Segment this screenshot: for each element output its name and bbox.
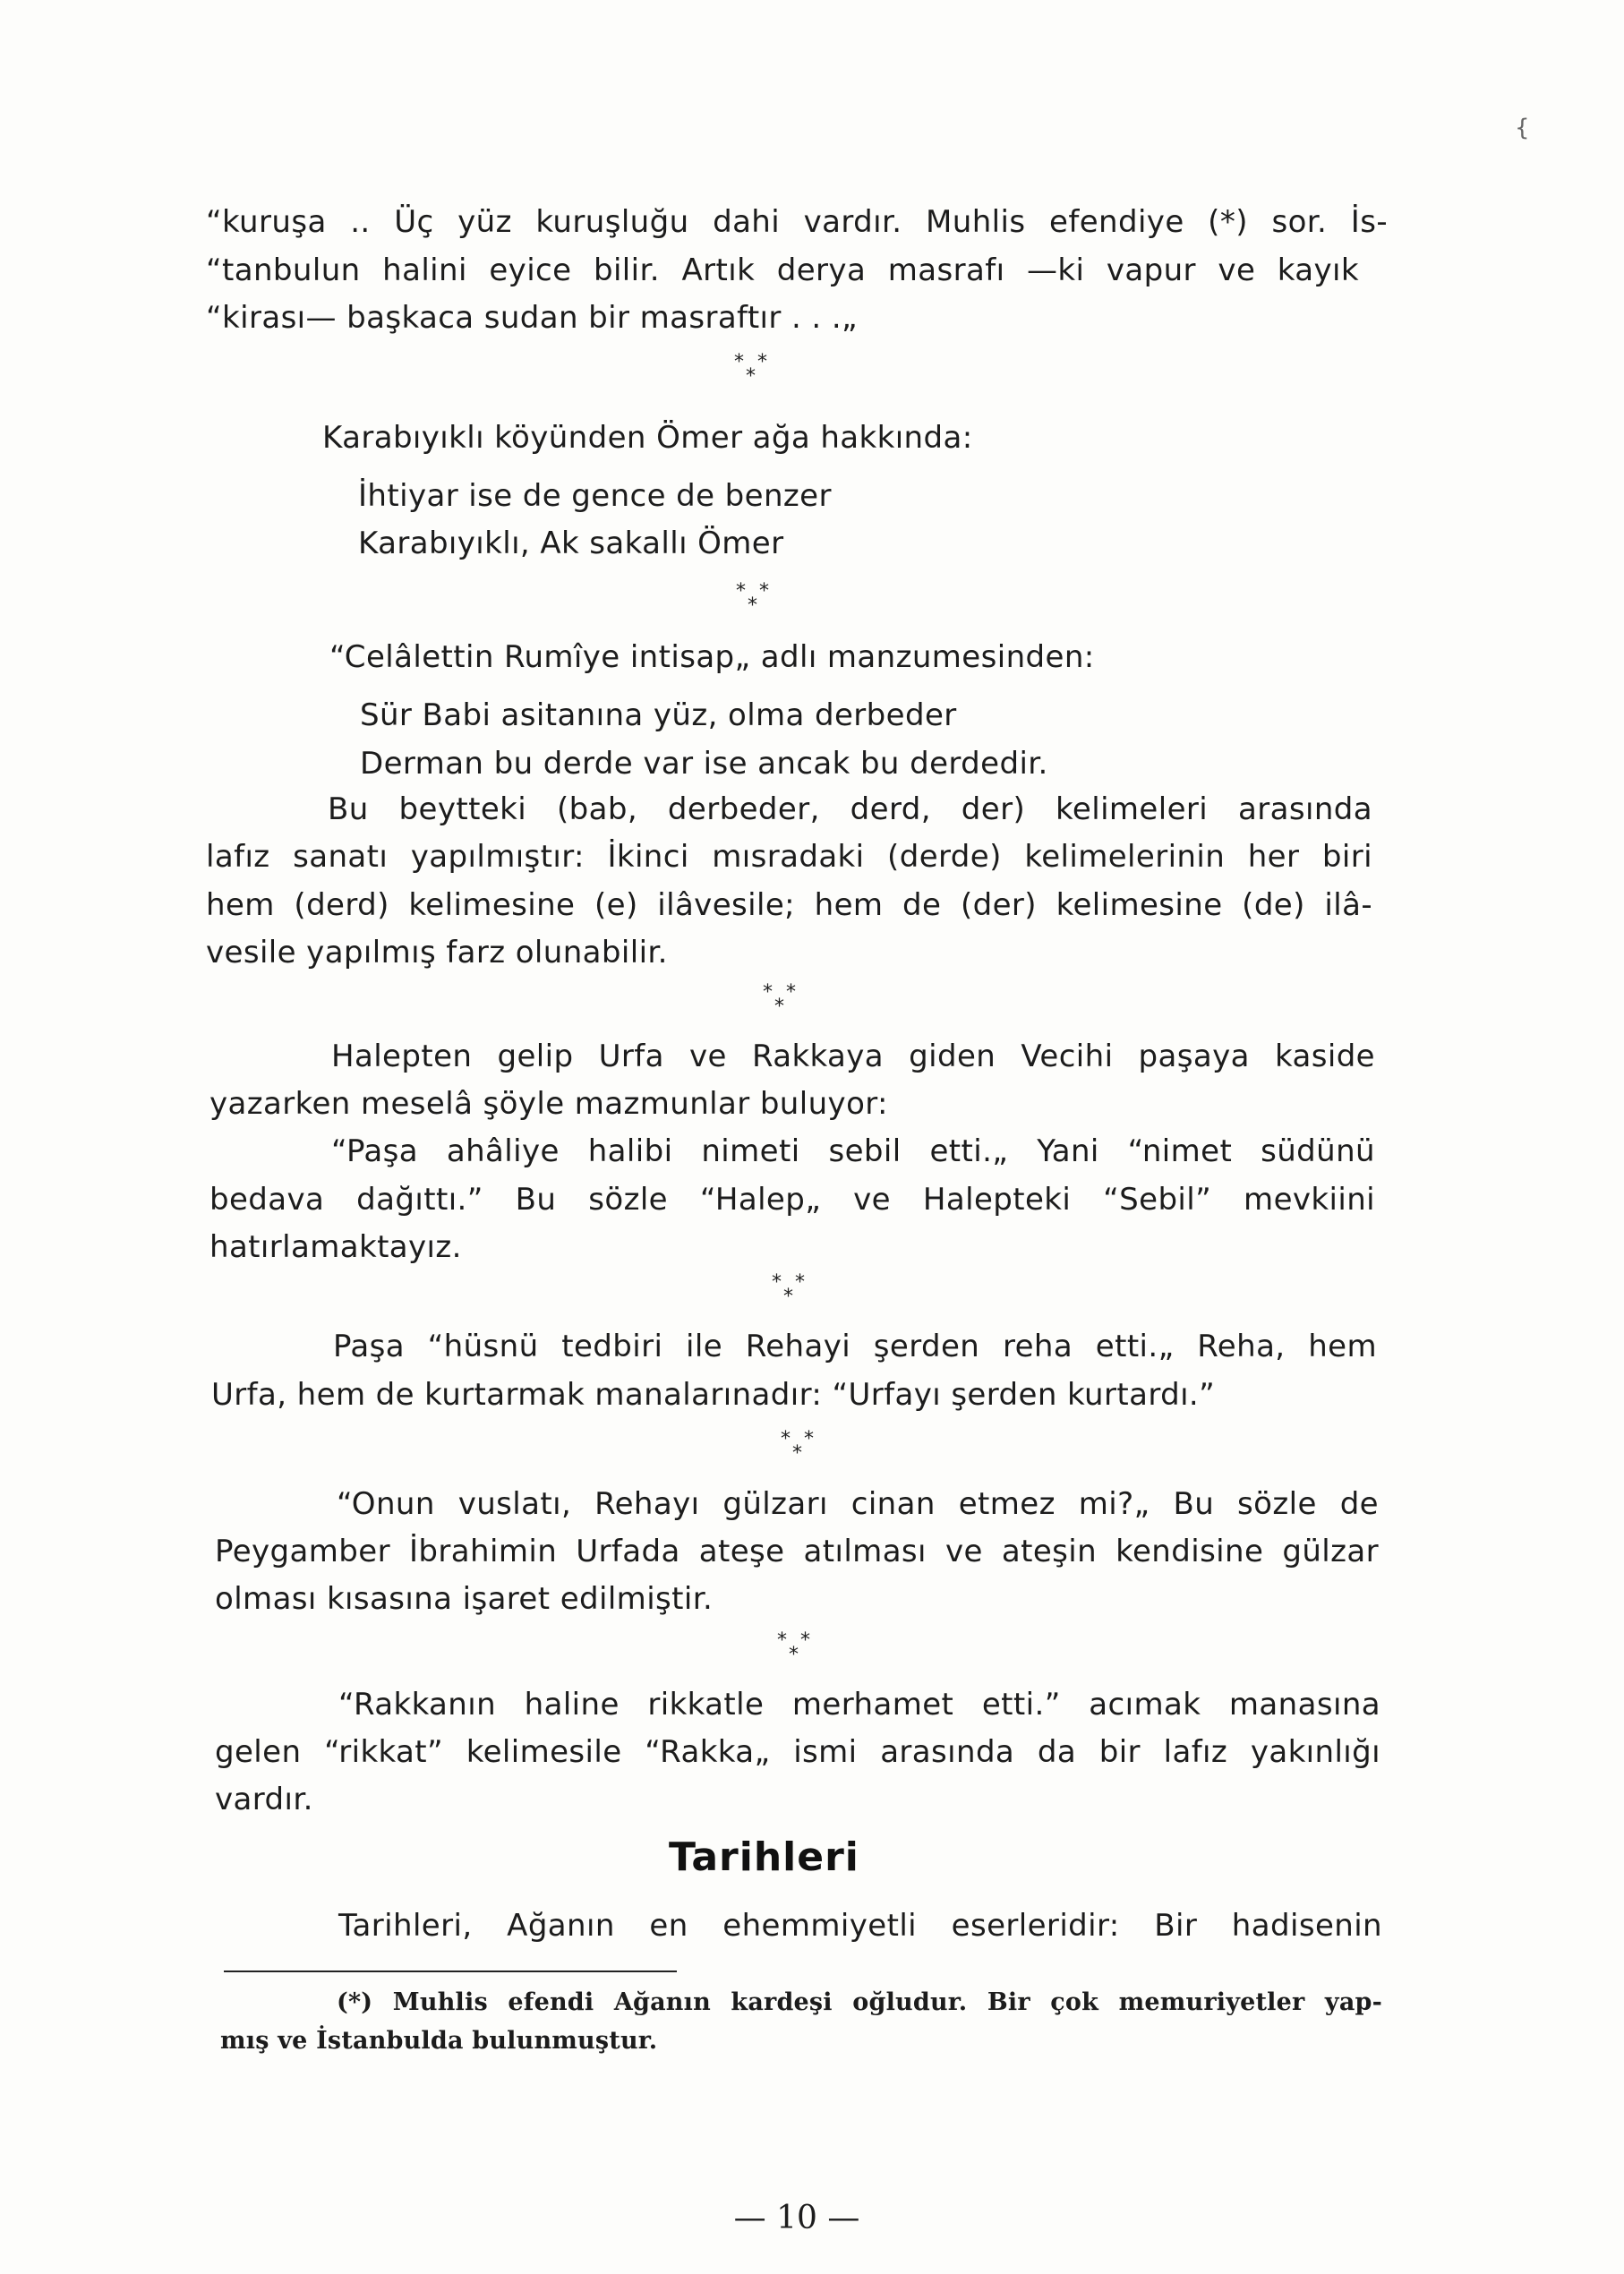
text-line: “Paşa ahâliye halibi nimeti sebil etti.„ Yani “nimet südünü — [331, 1133, 1375, 1169]
section-separator: * * * — [777, 1629, 810, 1666]
footnote-rule — [224, 1971, 677, 1972]
text-line: Halepten gelip Urfa ve Rakkaya giden Vecihi paşaya kaside — [331, 1039, 1375, 1074]
text-line: “tanbulun halini eyice bilir. Artık derya masrafı —ki vapur ve kayık — [206, 252, 1359, 288]
text-line: Peygamber İbrahimin Urfada ateşe atılması ve ateşin kendisine gülzar — [215, 1534, 1379, 1569]
text-line: “kirası— başkaca sudan bir masraftır . . .„ — [206, 300, 859, 336]
text-line: lafız sanatı yapılmıştır: İkinci mısradaki (derde) kelimelerinin her biri — [206, 839, 1372, 875]
text-line: Paşa “hüsnü tedbiri ile Rehayi şerden reha etti.„ Reha, hem — [333, 1329, 1377, 1364]
section-separator: * * * — [736, 580, 769, 617]
text-line: hatırlamaktayız. — [209, 1229, 462, 1265]
text-line: “Onun vuslatı, Rehayı gülzarı cinan etmez mi?„ Bu sözle de — [337, 1486, 1379, 1522]
text-line: Bu beytteki (bab, derbeder, derd, der) kelimeleri arasında — [328, 791, 1372, 827]
text-line: Tarihleri, Ağanın en ehemmiyetli eserleridir: Bir hadisenin — [338, 1908, 1382, 1944]
text-line: Karabıyıklı köyünden Ömer ağa hakkında: — [322, 420, 973, 456]
page-number: — 10 — — [733, 2200, 860, 2236]
verse-line: Sür Babi asitanına yüz, olma derbeder — [360, 697, 957, 733]
section-separator: * * * — [734, 351, 767, 388]
section-heading: Tarihleri — [669, 1834, 859, 1880]
section-separator: * * * — [763, 981, 796, 1018]
section-separator: * * * — [772, 1271, 805, 1308]
text-line: Urfa, hem de kurtarmak manalarınadır: “Urfayı şerden kurtardı.” — [211, 1377, 1216, 1413]
text-line: “Celâlettin Rumîye intisap„ adlı manzumesinden: — [329, 639, 1095, 675]
verse-line: Derman bu derde var ise ancak bu derdedir. — [360, 746, 1048, 782]
text-line: gelen “rikkat” kelimesile “Rakka„ ismi arasında da bir lafız yakınlığı — [215, 1734, 1380, 1770]
footnote-line: (*) Muhlis efendi Ağanın kardeşi oğludur. Bir çok memuriyetler yap- — [337, 1988, 1382, 2016]
text-line: yazarken meselâ şöyle mazmunlar buluyor: — [209, 1086, 888, 1122]
section-separator: * * * — [781, 1428, 814, 1465]
verse-line: İhtiyar ise de gence de benzer — [358, 478, 832, 514]
verse-line: Karabıyıklı, Ak sakallı Ömer — [358, 526, 784, 561]
text-line: hem (derd) kelimesine (e) ilâvesile; hem de (der) kelimesine (de) ilâ- — [206, 887, 1372, 923]
margin-mark: { — [1515, 115, 1530, 141]
footnote-line: mış ve İstanbulda bulunmuştur. — [220, 2027, 658, 2055]
text-line: bedava dağıttı.” Bu sözle “Halep„ ve Halepteki “Sebil” mevkiini — [209, 1182, 1375, 1218]
text-line: “kuruşa .. Üç yüz kuruşluğu dahi vardır. Muhlis efendiye (*) sor. İs- — [206, 204, 1388, 240]
text-line: vardır. — [215, 1782, 313, 1817]
text-line: vesile yapılmış farz olunabilir. — [206, 935, 668, 970]
text-line: olması kısasına işaret edilmiştir. — [215, 1581, 714, 1617]
text-line: “Rakkanın haline rikkatle merhamet etti.” acımak manasına — [338, 1687, 1380, 1723]
